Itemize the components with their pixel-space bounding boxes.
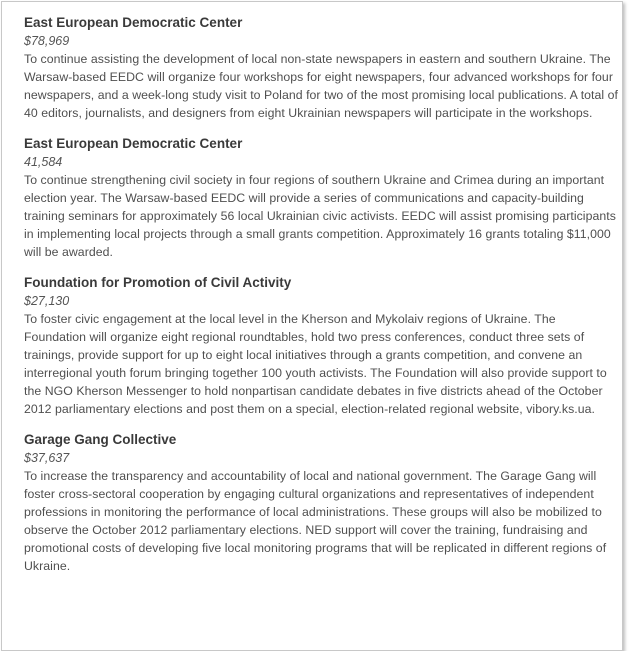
grant-amount: 41,584 (24, 155, 63, 169)
grant-description: To continue assisting the development of local non-state newspapers in eastern and southern Ukraine. The Warsaw-based EEDC will organize four workshops for eight newspapers, four advanced workshops for four newspapers, and a week-long study visit to Poland for two of the most promising local publications. A total of 40 editors, journalists, and designers from eight Ukrainian newspapers will participate in the workshops. (24, 52, 619, 120)
grant-title: East European Democratic Center (24, 15, 243, 30)
grant-entry (24, 135, 620, 261)
grant-description: To continue strengthening civil society in four regions of southern Ukraine and Crimea during an important election year. The Warsaw-based EEDC will provide a series of communications and capacity-building training seminars for approximately 56 local Ukrainian civic activists. EEDC will assist promising participants in implementing local projects through a small grants competition. Approximately 16 grants totaling $11,000 will be awarded. (24, 173, 616, 259)
grant-amount: $78,969 (24, 34, 70, 48)
grant-description: To increase the transparency and accountability of local and national government. The Garage Gang will foster cross-sectoral cooperation by engaging cultural organizations and representatives of independent professions in monitoring the performance of local administrations. These groups will also be mobilized to observe the October 2012 parliamentary elections. NED support will cover the training, fundraising and promotional costs of developing five local monitoring programs that will be replicated in different regions of Ukraine. (24, 469, 607, 573)
grant-title: East European Democratic Center (24, 136, 243, 151)
grant-amount: $27,130 (24, 294, 70, 308)
grant-entry (24, 274, 620, 418)
grant-title: Foundation for Promotion of Civil Activity (24, 275, 292, 290)
grant-description: To foster civic engagement at the local level in the Kherson and Mykolaiv regions of Ukraine. The Foundation will organize eight regional roundtables, hold two press conferences, conduct three sets of trainings, provide support for up to eight local initiatives through a grants competition, and convene an interregional youth forum bringing together 100 youth activists. The Foundation will also provide support to the NGO Kherson Messenger to hold nonpartisan candidate debates in five districts ahead of the October 2012 parliamentary elections and post them on a special, election-related regional website, vibory.ks.ua. (24, 312, 607, 416)
grant-entry (24, 431, 620, 575)
grant-entry (24, 14, 620, 122)
grant-title: Garage Gang Collective (24, 432, 177, 447)
grant-amount: $37,637 (24, 451, 70, 465)
document-frame (1, 1, 623, 651)
grant-list (24, 14, 620, 588)
